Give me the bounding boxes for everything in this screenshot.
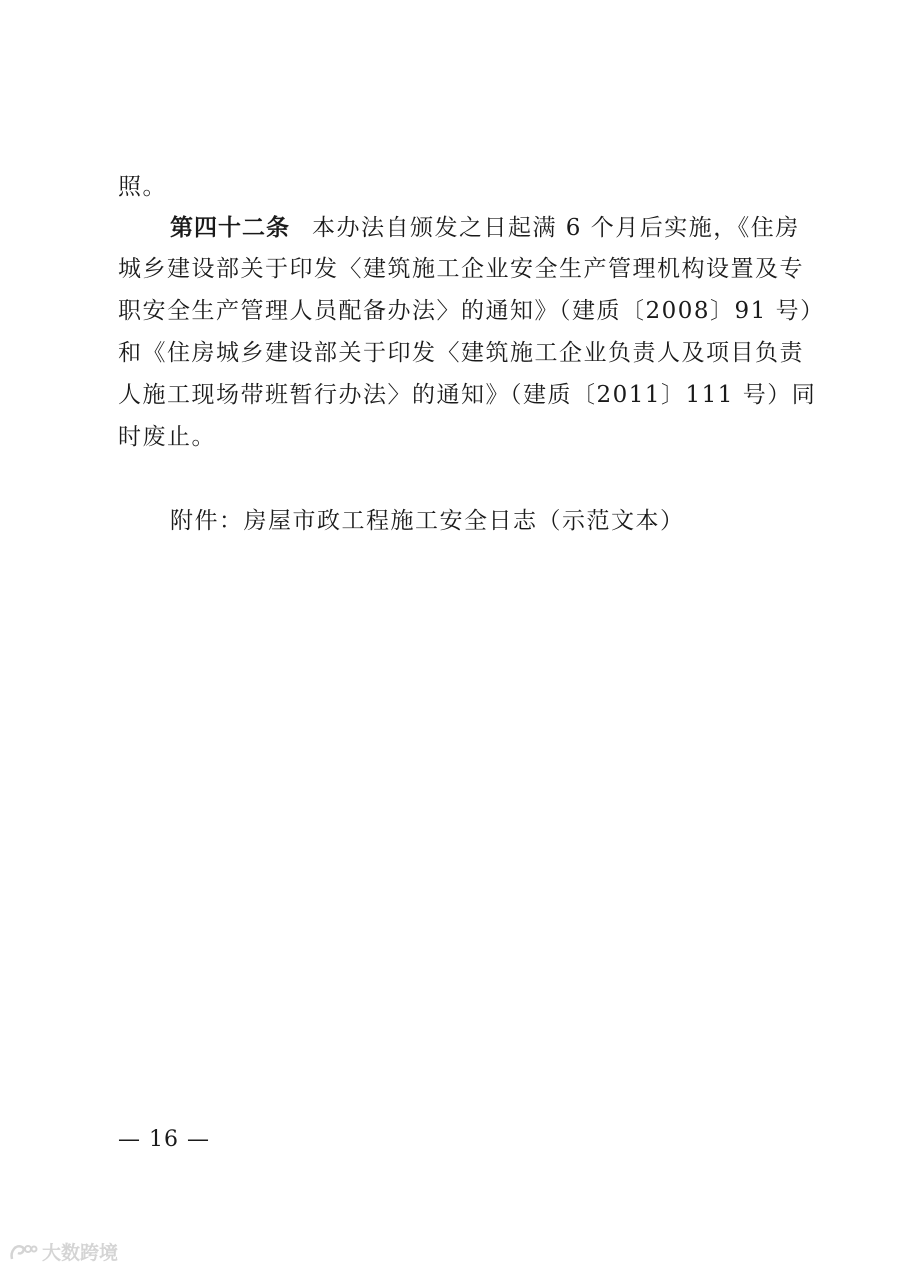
text-line: 职安全生产管理人员配备办法〉的通知》（建质〔2008〕91 号）	[118, 298, 825, 324]
watermark-text: 大数跨境	[42, 1242, 119, 1264]
text-line: 照。	[118, 174, 167, 200]
attachment-line: 附件：房屋市政工程施工安全日志（示范文本）	[170, 508, 685, 534]
text-line: 人施工现场带班暂行办法〉的通知》（建质〔2011〕111 号）同	[118, 382, 817, 408]
text-line: 城乡建设部关于印发〈建筑施工企业安全生产管理机构设置及专	[118, 256, 804, 282]
text-line: 时废止。	[118, 424, 216, 450]
article-heading: 第四十二条	[170, 215, 290, 241]
text-line: 和《住房城乡建设部关于印发〈建筑施工企业负责人及项目负责	[118, 340, 804, 366]
article-42-first-line	[170, 212, 800, 244]
page-number: — 16 —	[118, 1127, 210, 1152]
watermark-logo-icon	[8, 1241, 38, 1263]
watermark	[8, 1238, 118, 1265]
text-line: 本办法自颁发之日起满 6 个月后实施，《住房	[312, 215, 800, 241]
